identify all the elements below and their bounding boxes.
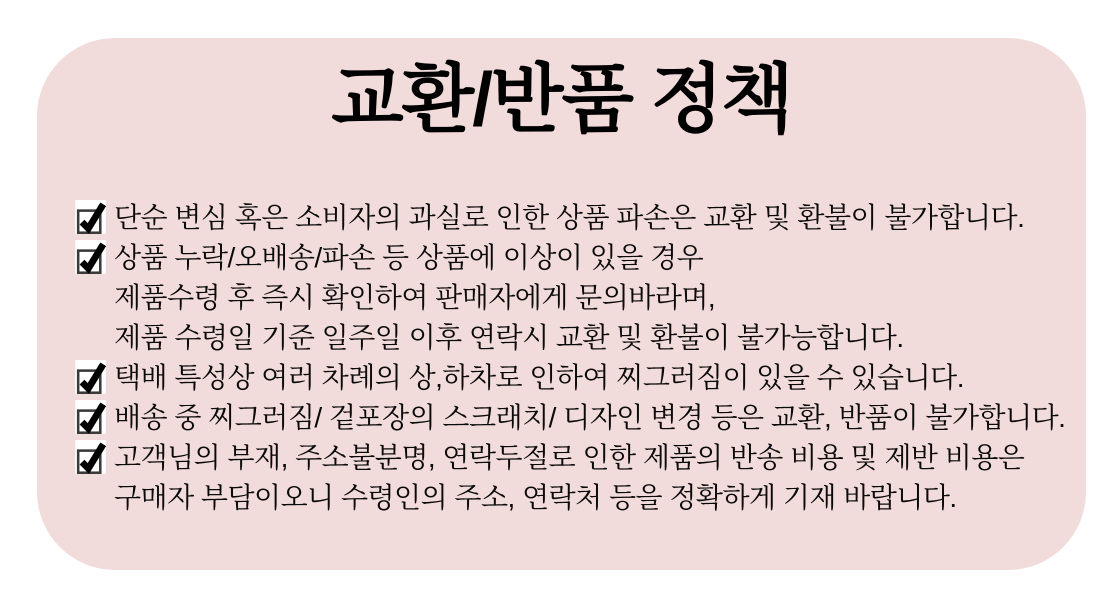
policy-row-continuation (75, 478, 1075, 518)
policy-row (75, 358, 1075, 398)
policy-row (75, 398, 1075, 438)
policy-row-text: 제품 수령일 기준 일주일 이후 연락시 교환 및 환불이 불가능합니다. (114, 322, 904, 353)
policy-row-continuation (75, 278, 1075, 318)
policy-row-text: 단순 변심 혹은 소비자의 과실로 인한 상품 파손은 교환 및 환불이 불가합니다. (114, 202, 1025, 233)
policy-row (75, 438, 1075, 478)
policy-row-text: 고객님의 부재, 주소불분명, 연락두절로 인한 제품의 반송 비용 및 제반 비용은 (114, 442, 1025, 473)
checked-checkbox-icon (75, 240, 106, 274)
policy-row-text: 택배 특성상 여러 차례의 상,하차로 인하여 찌그러짐이 있을 수 있습니다. (114, 362, 964, 393)
policy-row (75, 238, 1075, 278)
policy-row-continuation (75, 318, 1075, 358)
policy-row-text: 구매자 부담이오니 수령인의 주소, 연락처 등을 정확하게 기재 바랍니다. (114, 482, 957, 513)
checked-checkbox-icon (75, 200, 106, 234)
policy-row-text: 배송 중 찌그러짐/ 겉포장의 스크래치/ 디자인 변경 등은 교환, 반품이 불가합니다. (114, 402, 1066, 433)
page-title: 교환/반품 정책 (331, 57, 792, 141)
checked-checkbox-icon (75, 400, 106, 434)
checked-checkbox-icon (75, 440, 106, 474)
checked-checkbox-icon (75, 360, 106, 394)
policy-card (37, 38, 1086, 570)
policy-row (75, 198, 1075, 238)
policy-row-text: 상품 누락/오배송/파손 등 상품에 이상이 있을 경우 (114, 242, 704, 273)
policy-row-text: 제품수령 후 즉시 확인하여 판매자에게 문의바라며, (114, 282, 716, 313)
policy-list (75, 198, 1075, 518)
